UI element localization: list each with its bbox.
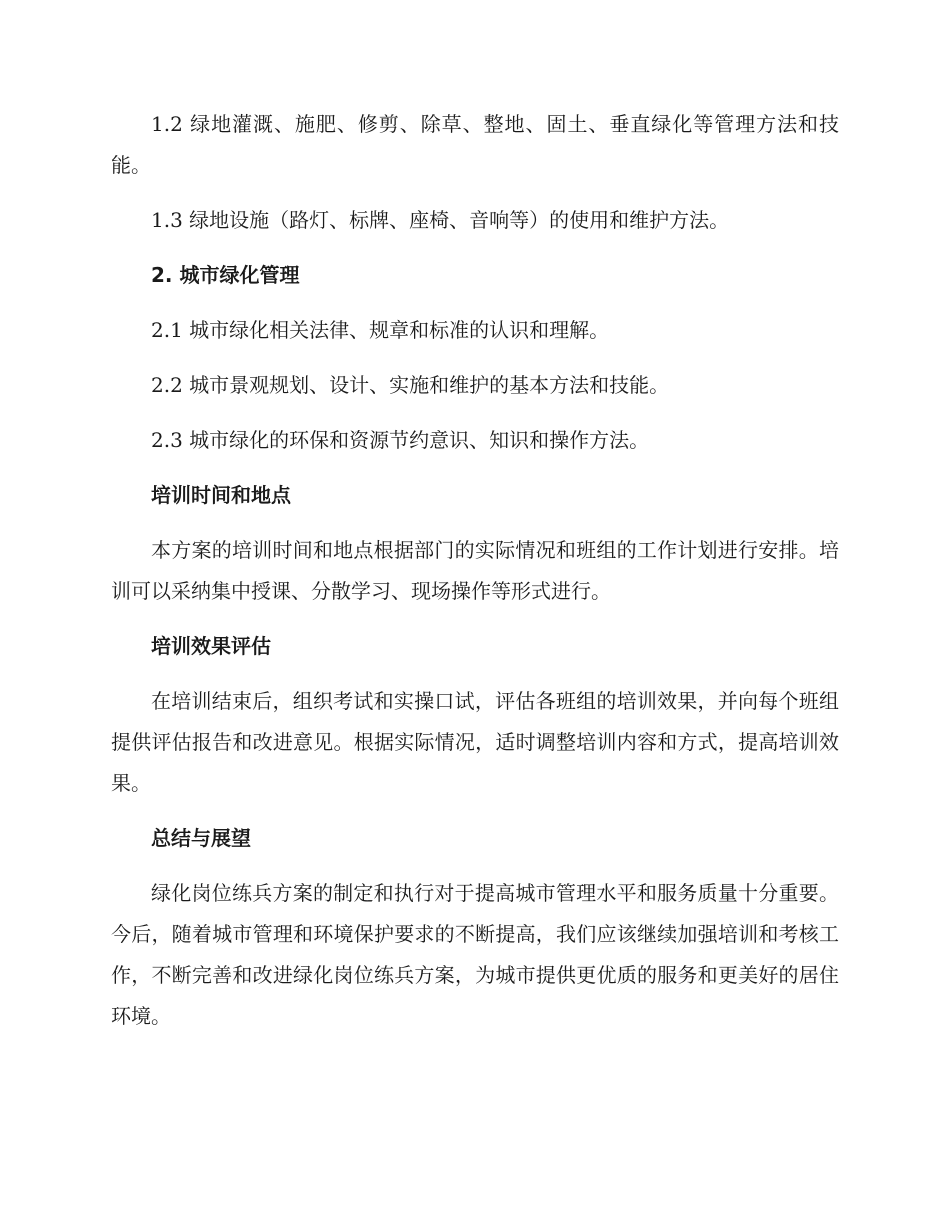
- paragraph-1-3: 1.3 绿地设施（路灯、标牌、座椅、音响等）的使用和维护方法。: [151, 208, 730, 232]
- section-heading-summary: 总结与展望: [151, 826, 251, 850]
- section-heading-evaluation: 培训效果评估: [151, 634, 271, 658]
- document-body: [111, 104, 839, 1037]
- paragraph-2-3: 2.3 城市绿化的环保和资源节约意识、知识和操作方法。: [151, 428, 650, 452]
- paragraph-1-2: 1.2 绿地灌溉、施肥、修剪、除草、整地、固土、垂直绿化等管理方法和技能。: [111, 112, 839, 177]
- paragraph-summary: 绿化岗位练兵方案的制定和执行对于提高城市管理水平和服务质量十分重要。今后，随着城市管理和环境保护要求的不断提高，我们应该继续加强培训和考核工作，不断完善和改进绿化岗位练兵方案，为城市提供更优质的服务和更美好的居住环境。: [111, 881, 839, 1028]
- paragraph-time-place: 本方案的培训时间和地点根据部门的实际情况和班组的工作计划进行安排。培训可以采纳集中授课、分散学习、现场操作等形式进行。: [111, 538, 839, 603]
- paragraph-evaluation: 在培训结束后，组织考试和实操口试，评估各班组的培训效果，并向每个班组提供评估报告和改进意见。根据实际情况，适时调整培训内容和方式，提高培训效果。: [111, 689, 839, 795]
- section-heading-time-place: 培训时间和地点: [151, 483, 291, 507]
- paragraph-2-2: 2.2 城市景观规划、设计、实施和维护的基本方法和技能。: [151, 373, 670, 397]
- section-heading-2: 2. 城市绿化管理: [151, 263, 300, 287]
- paragraph-2-1: 2.1 城市绿化相关法律、规章和标准的认识和理解。: [151, 318, 610, 342]
